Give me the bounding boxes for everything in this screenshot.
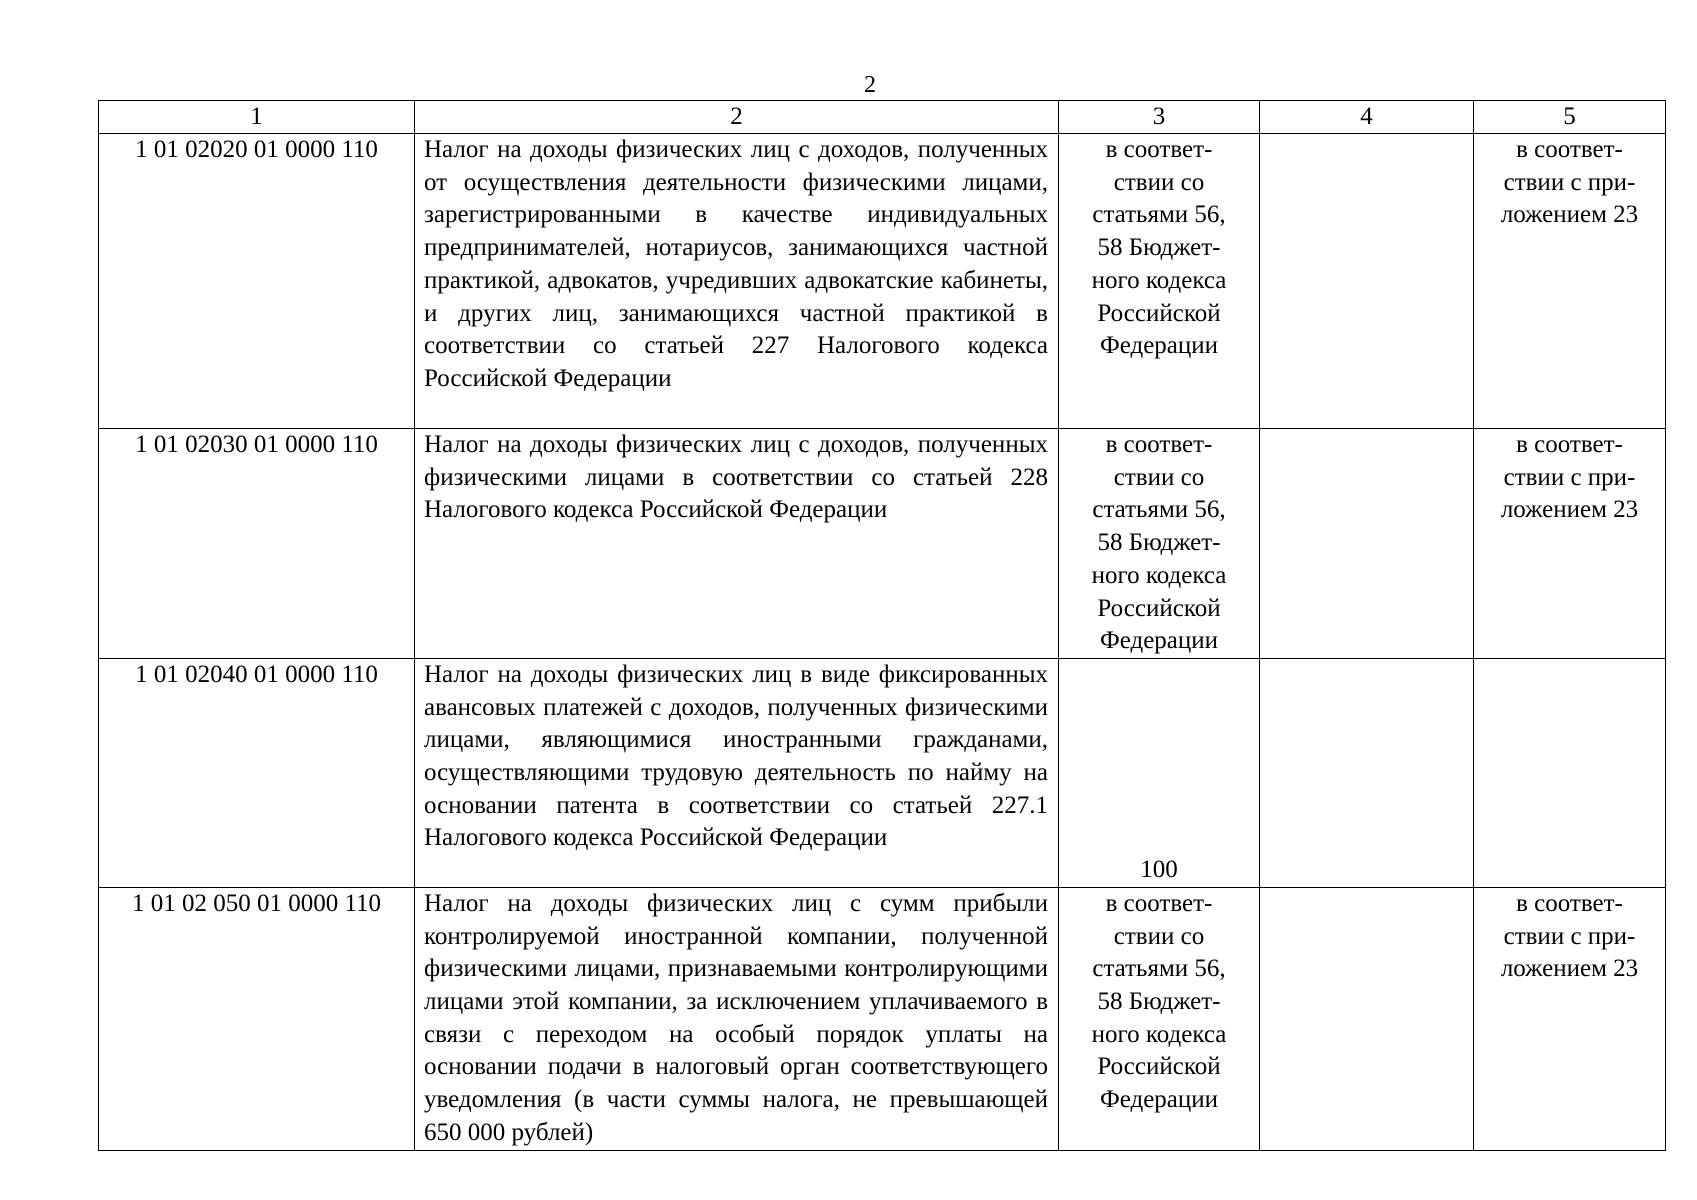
revenue-table — [98, 100, 1666, 1151]
column-5-cell: в соответ- ствии с при- ложением 23 — [1474, 887, 1666, 1150]
budget-code-cell: 1 01 02 050 01 0000 110 — [99, 887, 415, 1150]
column-header-4: 4 — [1260, 101, 1474, 134]
column-header-2: 2 — [415, 101, 1059, 134]
standard-cell: в соответ- ствии со статьями 56, 58 Бюджет- ного кодекса Российской Федерации — [1059, 134, 1260, 429]
table-header-row — [99, 101, 1666, 134]
description-cell: Налог на доходы физических лиц в виде фиксированных авансовых платежей с доходов, полученных физическими лицами, являющимися иностранными гражданами, осуществляющими трудовую деятельность по найму на основании патента в соответствии со статьей 227.1 Налогового кодекса Российской Федерации — [415, 658, 1059, 887]
standard-cell: в соответ- ствии со статьями 56, 58 Бюджет- ного кодекса Российской Федерации — [1059, 429, 1260, 659]
table-row — [99, 429, 1666, 659]
column-header-5: 5 — [1474, 101, 1666, 134]
column-4-cell — [1260, 429, 1474, 659]
standard-cell: 100 — [1059, 658, 1260, 887]
column-4-cell — [1260, 134, 1474, 429]
table-row — [99, 134, 1666, 429]
page-number: 2 — [864, 72, 876, 98]
table-row — [99, 658, 1666, 887]
description-cell: Налог на доходы физических лиц с доходов, полученных от осуществления деятельности физическими лицами, зарегистрированными в качестве индивидуальных предпринимателей, нотариусов, занимающихся частной практикой, адвокатов, учредивших адвокатские кабинеты, и других лиц, занимающихся частной практикой в соответствии со статьей 227 Налогового кодекса Российской Федерации — [415, 134, 1059, 429]
description-cell: Налог на доходы физических лиц с доходов, полученных физическими лицами в соответствии со статьей 228 Налогового кодекса Российской Федерации — [415, 429, 1059, 659]
budget-code-cell: 1 01 02020 01 0000 110 — [99, 134, 415, 429]
column-4-cell — [1260, 658, 1474, 887]
column-header-3: 3 — [1059, 101, 1260, 134]
column-4-cell — [1260, 887, 1474, 1150]
column-5-cell: в соответ- ствии с при- ложением 23 — [1474, 429, 1666, 659]
column-5-cell: в соответ- ствии с при- ложением 23 — [1474, 134, 1666, 429]
budget-code-cell: 1 01 02030 01 0000 110 — [99, 429, 415, 659]
table-row — [99, 887, 1666, 1150]
description-cell: Налог на доходы физических лиц с сумм прибыли контролируемой иностранной компании, полученной физическими лицами, признаваемыми контролирующими лицами этой компании, за исключением уплачиваемого в связи с переходом на особый порядок уплаты на основании подачи в налоговый орган соответствующего уведомления (в части суммы налога, не превышающей 650 000 рублей) — [415, 887, 1059, 1150]
standard-cell: в соответ- ствии со статьями 56, 58 Бюджет- ного кодекса Российской Федерации — [1059, 887, 1260, 1150]
column-5-cell — [1474, 658, 1666, 887]
budget-code-cell: 1 01 02040 01 0000 110 — [99, 658, 415, 887]
column-header-1: 1 — [99, 101, 415, 134]
